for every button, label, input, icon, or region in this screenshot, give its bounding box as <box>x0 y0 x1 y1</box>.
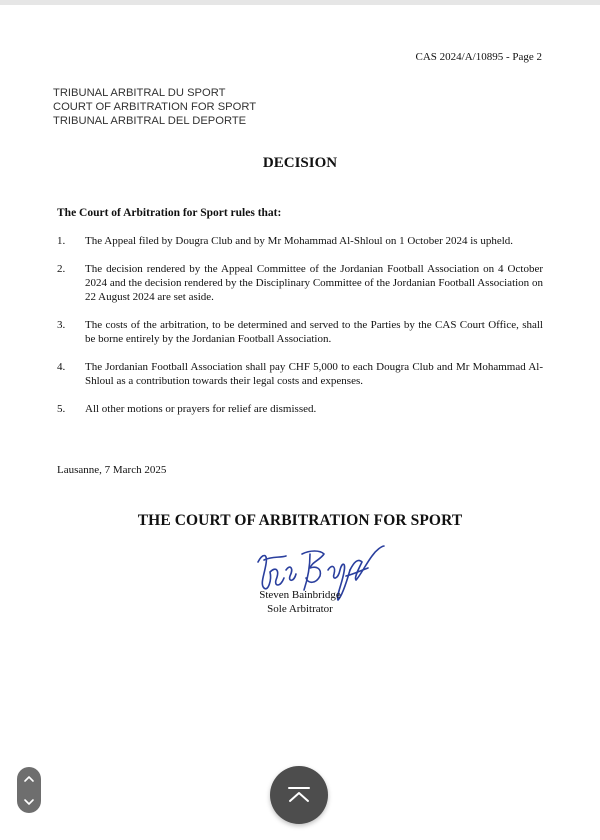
ruling-text: The costs of the arbitration, to be determined and served to the Parties by the CAS Court Office, shall be borne entirely by the Jordanian Football Association. <box>85 319 543 345</box>
signer-block <box>0 588 600 616</box>
rulings-list <box>57 234 543 430</box>
ruling-text: The decision rendered by the Appeal Committee of the Jordanian Football Association on 4 October 2024 and the decision rendered by the Disciplinary Committee of the Jordanian Football Association on 22 August 2024 are set aside. <box>85 263 543 303</box>
ruling-number: 4. <box>57 361 66 373</box>
organization-header <box>53 86 256 128</box>
signer-name: Steven Bainbridge <box>259 589 341 601</box>
page-down-button[interactable] <box>23 798 35 806</box>
document-title: DECISION <box>262 155 338 171</box>
place-and-date: Lausanne, 7 March 2025 <box>57 464 167 476</box>
ruling-number: 2. <box>57 263 66 275</box>
ruling-number: 3. <box>57 319 66 331</box>
ruling-text: All other motions or prayers for relief are dismissed. <box>85 403 317 415</box>
ruling-text: The Jordanian Football Association shall pay CHF 5,000 to each Dougra Club and Mr Mohammad Al-Shloul as a contribution towards their legal costs and expenses. <box>85 361 543 387</box>
signer-role: Sole Arbitrator <box>267 603 333 615</box>
ruling-number: 5. <box>57 403 66 415</box>
org-name-es: TRIBUNAL ARBITRAL DEL DEPORTE <box>53 115 247 127</box>
ruling-item <box>57 402 543 416</box>
org-name-fr: TRIBUNAL ARBITRAL DU SPORT <box>53 87 226 99</box>
chevron-up-icon <box>23 775 35 783</box>
case-reference: CAS 2024/A/10895 - Page 2 <box>415 51 542 63</box>
scroll-to-top-button[interactable] <box>270 766 328 824</box>
ruling-item <box>57 318 543 346</box>
ruling-item <box>57 360 543 388</box>
page-nav-control <box>17 767 41 813</box>
top-divider <box>0 0 600 5</box>
ruling-item <box>57 234 543 248</box>
ruling-text: The Appeal filed by Dougra Club and by Mr Mohammad Al-Shloul on 1 October 2024 is upheld. <box>85 235 514 247</box>
court-name: THE COURT OF ARBITRATION FOR SPORT <box>137 512 463 529</box>
chevron-down-icon <box>23 798 35 806</box>
org-name-en: COURT OF ARBITRATION FOR SPORT <box>53 101 257 113</box>
ruling-item <box>57 262 543 304</box>
ruling-number: 1. <box>57 235 66 247</box>
scroll-to-top-icon <box>286 785 312 805</box>
page-up-button[interactable] <box>23 775 35 783</box>
rulings-intro: The Court of Arbitration for Sport rules that: <box>57 207 282 219</box>
